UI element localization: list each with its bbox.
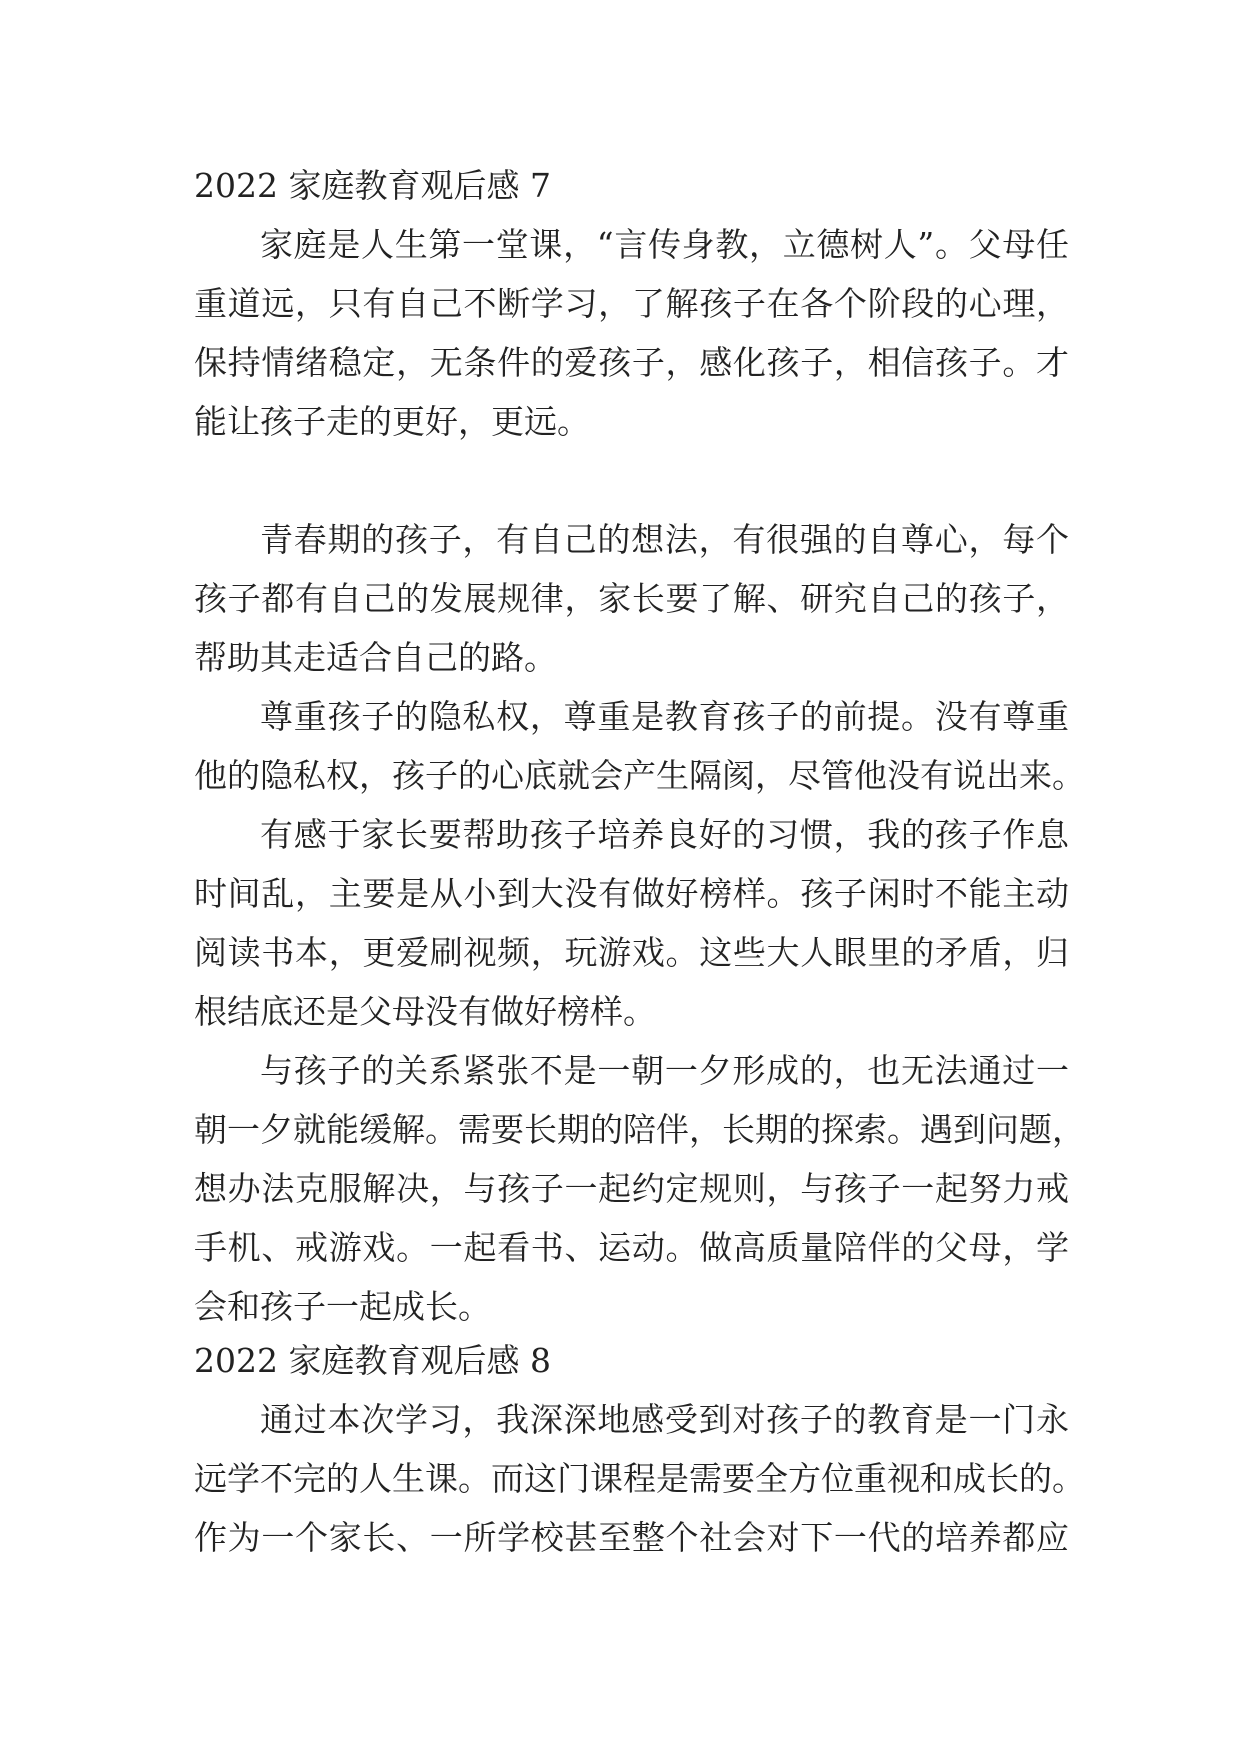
text-line: 会和孩子一起成长。 (194, 1287, 491, 1326)
text-line: 与孩子的关系紧张不是一朝一夕形成的，也无法通过一 (260, 1051, 1069, 1090)
text-line: 他的隐私权，孩子的心底就会产生隔阂，尽管他没有说出来。 (194, 756, 1085, 795)
section-title: 2022 家庭教育观后感 8 (194, 1341, 551, 1380)
paragraph (194, 215, 1069, 451)
text-line: 远学不完的人生课。而这门课程是需要全方位重视和成长的。 (194, 1459, 1085, 1498)
paragraph (194, 687, 1085, 805)
text-line: 通过本次学习，我深深地感受到对孩子的教育是一门永 (260, 1400, 1069, 1439)
text-line: 家庭是人生第一堂课，“言传身教，立德树人”。父母任 (260, 225, 1069, 264)
text-line: 能让孩子走的更好，更远。 (194, 402, 590, 441)
text-line: 有感于家长要帮助孩子培养良好的习惯，我的孩子作息 (260, 815, 1069, 854)
text-line: 青春期的孩子，有自己的想法，有很强的自尊心，每个 (260, 520, 1069, 559)
text-line: 重道远，只有自己不断学习，了解孩子在各个阶段的心理， (194, 284, 1069, 323)
text-line: 孩子都有自己的发展规律，家长要了解、研究自己的孩子， (194, 579, 1069, 618)
text-line: 保持情绪稳定，无条件的爱孩子，感化孩子，相信孩子。才 (194, 343, 1069, 382)
essay-section-7 (194, 156, 1085, 1336)
paragraph (194, 1390, 1085, 1567)
text-line: 根结底还是父母没有做好榜样。 (194, 992, 656, 1031)
text-line: 作为一个家长、一所学校甚至整个社会对下一代的培养都应 (194, 1518, 1069, 1557)
paragraph (194, 510, 1069, 687)
essay-section-8 (194, 1331, 1085, 1567)
text-line: 时间乱，主要是从小到大没有做好榜样。孩子闲时不能主动 (194, 874, 1069, 913)
text-line: 想办法克服解决，与孩子一起约定规则，与孩子一起努力戒 (194, 1169, 1069, 1208)
text-line: 帮助其走适合自己的路。 (194, 638, 557, 677)
text-line: 朝一夕就能缓解。需要长期的陪伴，长期的探索。遇到问题， (194, 1110, 1085, 1149)
paragraph (194, 805, 1069, 1041)
section-title: 2022 家庭教育观后感 7 (194, 166, 551, 205)
text-line: 手机、戒游戏。一起看书、运动。做高质量陪伴的父母，学 (194, 1228, 1069, 1267)
paragraph (194, 1041, 1085, 1336)
text-line: 尊重孩子的隐私权，尊重是教育孩子的前提。没有尊重 (260, 697, 1069, 736)
document-body (194, 156, 1085, 1567)
text-line: 阅读书本，更爱刷视频，玩游戏。这些大人眼里的矛盾，归 (194, 933, 1069, 972)
